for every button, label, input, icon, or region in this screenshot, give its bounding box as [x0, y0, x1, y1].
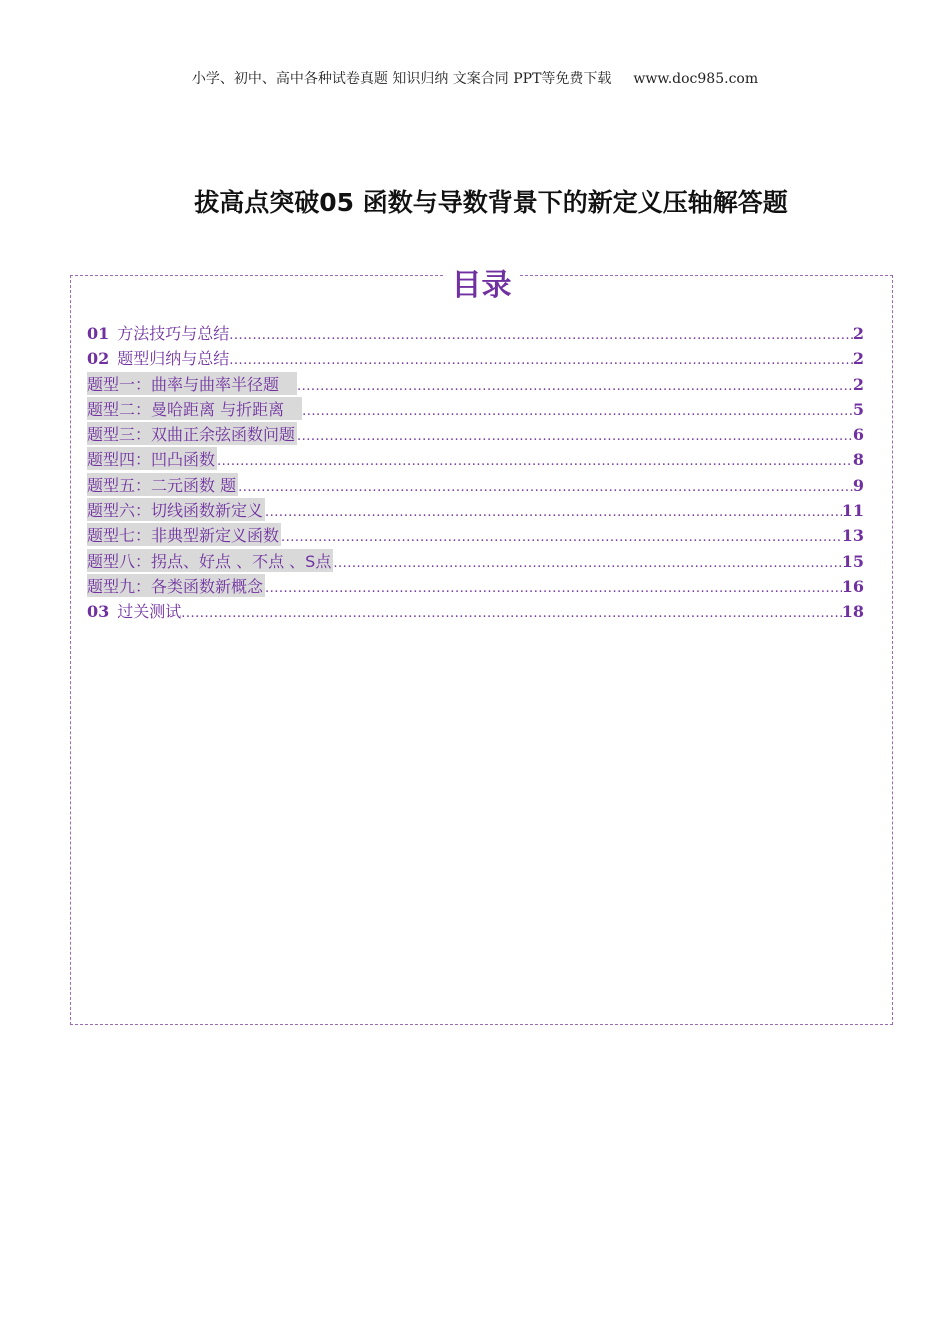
toc-item-type-9[interactable] [87, 574, 864, 599]
toc-item-page: 2 [852, 349, 864, 369]
toc-leader [229, 328, 853, 343]
toc-item-type-3[interactable] [87, 422, 864, 447]
toc-item-page: 5 [852, 399, 864, 419]
toc-leader [297, 379, 853, 394]
toc-leader [238, 480, 853, 495]
toc-item-page: 9 [852, 475, 864, 495]
toc-leader [265, 505, 842, 520]
toc-leader [333, 556, 841, 571]
toc-item-page: 2 [852, 374, 864, 394]
toc-item-test[interactable] [87, 599, 864, 624]
toc-item-num: 02 [87, 349, 110, 369]
toc-item-label: 题型归纳与总结 [117, 349, 230, 369]
toc-item-type-2[interactable] [87, 397, 864, 422]
toc-list [87, 321, 864, 625]
toc-item-method[interactable] [87, 321, 864, 346]
toc-item-page: 6 [852, 425, 864, 445]
header-text: 小学、初中、高中各种试卷真题 知识归纳 文案合同 PPT等免费下载 [191, 71, 612, 87]
toc-item-page: 11 [841, 501, 864, 521]
toc-item-summary[interactable] [87, 346, 864, 371]
toc-leader [217, 454, 853, 469]
toc-item-page: 16 [841, 576, 864, 596]
toc-item-page: 13 [841, 526, 864, 546]
toc-item-label: 方法技巧与总结 [117, 324, 230, 343]
toc-box [70, 268, 893, 1025]
toc-item-page: 8 [852, 450, 864, 470]
toc-item-page: 18 [841, 602, 864, 622]
toc-heading-text: 目录 [444, 268, 520, 303]
toc-item-type-7[interactable] [87, 523, 864, 548]
toc-item-label: 题型八：拐点、好点 、不点 、S点 [87, 549, 333, 572]
toc-item-label: 过关测试 [117, 602, 182, 622]
toc-item-num: 01 [87, 324, 110, 343]
toc-leader [265, 581, 842, 596]
header-site: www.doc985.com [633, 71, 759, 87]
toc-item-label: 题型三：双曲正余弦函数问题 [87, 422, 297, 445]
toc-leader [181, 606, 841, 621]
toc-item-num: 03 [87, 602, 110, 622]
toc-item-page: 2 [852, 324, 864, 343]
toc-leader [302, 404, 853, 419]
toc-item-label: 题型二：曼哈距离 与折距离 [87, 397, 302, 420]
toc-item-type-8[interactable] [87, 549, 864, 574]
toc-item-label: 题型五：二元函数 题 [87, 473, 238, 496]
toc-item-type-5[interactable] [87, 473, 864, 498]
toc-heading [71, 260, 892, 304]
toc-item-label: 题型七：非典型新定义函数 [87, 523, 281, 546]
toc-item-label: 题型九：各类函数新概念 [87, 574, 265, 597]
toc-item-page: 15 [841, 551, 864, 571]
toc-item-type-4[interactable] [87, 447, 864, 472]
toc-item-type-6[interactable] [87, 498, 864, 523]
document-title: 拔高点突破05 函数与导数背景下的新定义压轴解答题 [194, 188, 788, 217]
toc-item-label: 题型四：凹凸函数 [87, 447, 217, 470]
toc-item-label: 题型一：曲率与曲率半径题 [87, 372, 297, 395]
toc-leader [281, 530, 842, 545]
page-header [0, 68, 950, 88]
toc-item-type-1[interactable] [87, 372, 864, 397]
toc-leader [297, 429, 853, 444]
toc-leader [229, 353, 853, 368]
toc-item-label: 题型六：切线函数新定义 [87, 498, 265, 521]
